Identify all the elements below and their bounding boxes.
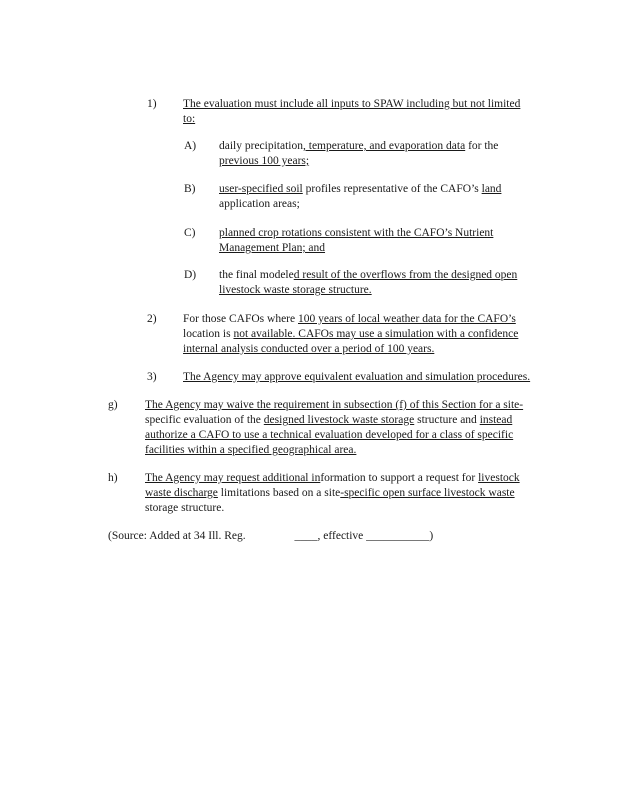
text-segment: -specific open surface livestock waste [340,487,515,499]
text-segment: d result of the overflows from the designed open [293,269,518,281]
item-label: B) [184,183,196,195]
text-segment: For those CAFOs where [183,313,298,325]
item-line [183,112,195,127]
item-line [219,139,498,154]
item-line [183,97,520,112]
text-segment: application areas; [219,198,300,210]
item-line [219,241,325,256]
item-label: g) [108,399,118,411]
text-segment: daily precipitation [219,140,303,152]
source-note-middle: , effective [317,530,367,542]
text-segment: land [481,183,502,195]
item-line [219,182,501,197]
item-line [145,398,523,413]
text-segment: facilities within a specified geographical area. [145,444,357,456]
item-line [219,268,517,283]
text-segment: 100 years. [387,343,435,355]
text-segment: user-specified soil [219,183,303,195]
text-segment: not available. CAFOs may use a simulation with a confidence [233,328,519,340]
text-segment: designed livestock waste storage [263,414,415,426]
source-note [108,529,433,544]
item-line [145,471,520,486]
text-segment: waste discharge [145,487,218,499]
item-label: D) [184,269,197,281]
text-segment: Management Plan; and [219,242,326,254]
source-note-blank1: ____ [294,530,318,542]
text-segment: The Agency may request additional in [145,472,321,484]
text-segment: location is [183,328,234,340]
item-line [145,428,513,443]
text-segment: , temperature, and evaporation data [303,140,466,152]
text-segment: limitations based on a site [217,487,341,499]
text-segment: to: [183,113,196,125]
item-line [219,283,372,298]
text-segment: previous 100 years; [219,155,310,167]
item-line [145,501,224,516]
item-label: 3) [147,371,157,383]
text-segment: instead [479,414,513,426]
item-line [219,226,493,241]
text-segment: specific [477,429,514,441]
item-label: h) [108,472,118,484]
item-label: C) [184,227,196,239]
item-label: 1) [147,98,157,110]
item-line [183,312,516,327]
text-segment: formation to support a request for [320,472,479,484]
item-line [183,342,434,357]
text-segment: The Agency may approve equivalent evaluation and simulation procedures. [183,371,531,383]
text-segment: The Agency may waive the requirement in subsection (f) of this Section for a site- [145,399,524,411]
item-label: A) [184,140,197,152]
text-segment: profiles representative of the CAFO’s [302,183,482,195]
item-line [145,486,515,501]
text-segment: internal analysis conducted over a period of [183,343,388,355]
text-segment: the final modele [219,269,294,281]
text-segment: specific evaluation of the [145,414,264,426]
source-note-prefix: (Source: Added at 34 Ill. Reg. [108,530,249,542]
text-segment: livestock waste storage structure. [219,284,372,296]
item-label: 2) [147,313,157,325]
item-line [219,197,300,212]
text-segment: planned crop rotations consistent with the CAFO’s Nutrient [219,227,494,239]
text-segment: The evaluation must include all inputs to SPAW including but not limited [183,98,521,110]
item-line [183,370,530,385]
text-segment: structure and [414,414,480,426]
item-line [145,443,356,458]
text-segment: authorize a CAFO to use a technical evaluation developed for a class of [145,429,478,441]
text-segment: storage structure. [145,502,225,514]
item-line [145,413,512,428]
item-line [219,154,309,169]
source-note-suffix: ) [429,530,434,542]
item-line [183,327,518,342]
text-segment: 100 years of local weather data for the CAFO’s [298,313,516,325]
text-segment: for the [465,140,499,152]
text-segment: livestock [478,472,520,484]
source-note-blank2: ___________ [366,530,430,542]
